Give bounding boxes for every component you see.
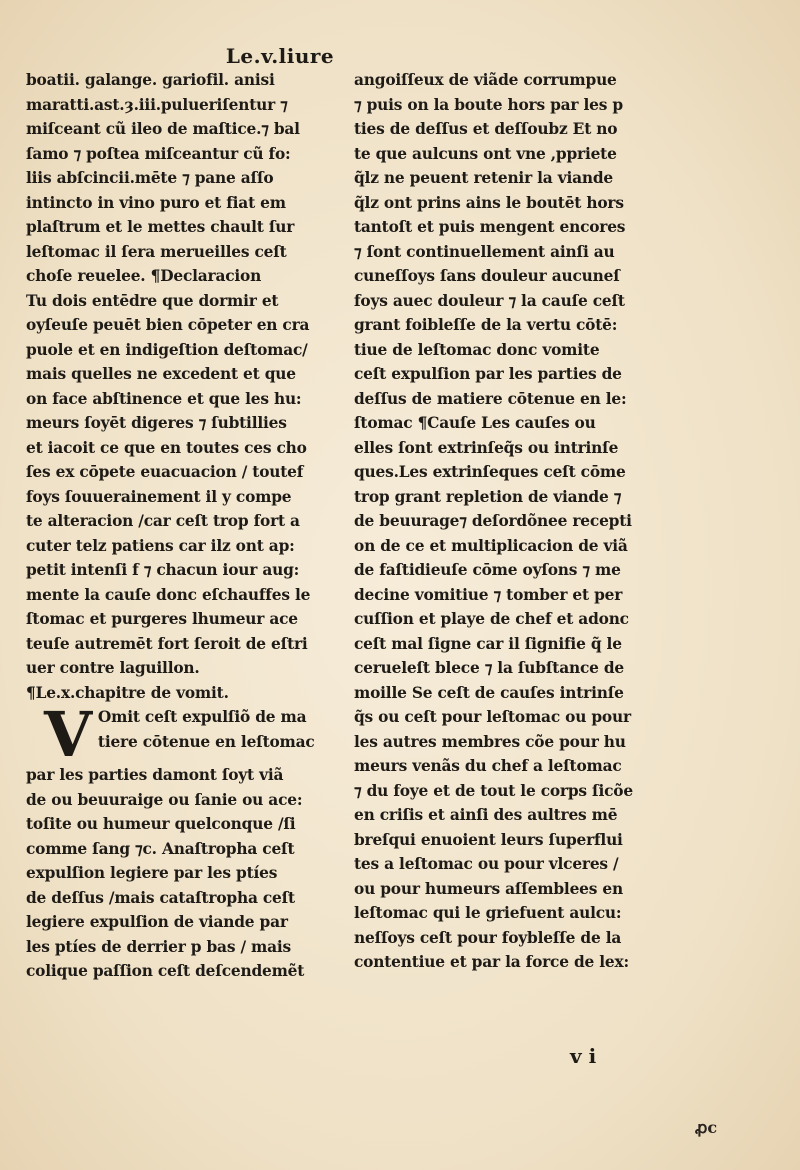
text-line: ques.Les extrinſeques ceſt cōme (354, 463, 626, 481)
text-line: ſtomac et purgeres lhumeur ace (26, 610, 298, 628)
text-line: foys auec douleur ⁊ la cauſe ceſt (354, 291, 625, 310)
text-line: ceſt mal ſigne car il ſignifie q̃ le (354, 634, 622, 653)
text-line: leſtomac qui le griefuent aulcu: (354, 904, 622, 922)
text-line: par les parties damont ſoyt viã (26, 766, 284, 784)
left-column (26, 68, 344, 984)
text-line: te alteracion /car ceſt trop fort a (26, 512, 300, 530)
text-line: ties de deſſus et deſſoubz Et no (354, 120, 618, 138)
text-line: de beuurage⁊ deſordõnee recepti (354, 512, 632, 530)
text-line: foys ſouuerainement il y compe (26, 487, 292, 506)
text-line: legiere expulſion de viande par (26, 913, 288, 931)
text-line: les autres membres cõe pour hu (354, 732, 626, 751)
text-line: te que aulcuns ont vne ,ppriete (354, 144, 617, 163)
text-line: choſe reuelee. ¶Declaracion (26, 267, 262, 285)
text-line: comme ſang ⁊c. Anaſtropha ceſt (26, 839, 295, 858)
text-line: et iacoit ce que en toutes ces cho (26, 438, 307, 457)
text-line: mente la cauſe donc eſchauffes le (26, 585, 311, 604)
text-line: liis abſcincii.mēte ⁊ pane aſſo (26, 169, 274, 187)
text-line: colique paſſion ceſt deſcendemẽt (26, 962, 305, 980)
right-column-text (354, 68, 672, 975)
text-line: maratti.ast.ȝ.iii.pulueriſentur ⁊ (26, 95, 288, 114)
text-line: ceſt expulſion par les parties de (354, 365, 622, 383)
text-line: tes a leſtomac ou pour vlceres / (354, 855, 619, 873)
text-line: expulſion legiere par les ptíes (26, 864, 278, 882)
text-line: cerueleſt blece ⁊ la ſubſtance de (354, 659, 625, 677)
text-line: ⁊ puis on la boute hors par les p (354, 95, 623, 114)
text-line: q̃s ou ceſt pour leſtomac ou pour (354, 708, 631, 726)
text-line: leſtomac il ſera merueilles ceſt (26, 242, 287, 261)
text-line: Tu dois entēdre que dormir et (26, 291, 279, 310)
text-line: ⁊ ſont continuellement ainſi au (354, 242, 615, 261)
text-line: moille Se ceſt de cauſes intrinſe (354, 683, 624, 702)
text-line: cuneſſoys ſans douleur aucuneſ (354, 267, 620, 285)
corner-mark: ꝓc (695, 1118, 718, 1137)
text-line: ſes ex cōpete euacuacion / toutef (26, 463, 304, 481)
text-line: angoiſſeux de viãde corrumpue (354, 71, 617, 89)
text-line: ſtomac ¶Cauſe Les cauſes ou (354, 414, 596, 432)
text-line: miſceant cũ ileo de maſtice.⁊ bal (26, 120, 300, 138)
left-column-bottom-text (26, 763, 344, 984)
text-line: tantoſt et puis mengent encores (354, 218, 626, 236)
text-line: cuſſion et playe de chef et adonc (354, 610, 629, 628)
text-line: meurs venãs du chef a leſtomac (354, 757, 622, 775)
chapter-opening (26, 698, 344, 771)
right-column (354, 68, 672, 975)
signature-mark: v i (570, 1044, 597, 1068)
text-line: teuſe autremēt fort ſeroit de eſtri (26, 634, 308, 653)
text-line: tiere cōtenue en leſtomac (97, 732, 315, 751)
text-line: puole et en indigeſtion deſtomac/ (26, 340, 308, 359)
text-line: ⁊ du foye et de tout le corps ſicõe (354, 781, 633, 800)
text-line: elles ſont extrinſeq̃s ou intrinſe (354, 438, 619, 457)
text-line: de deſſus /mais cataſtropha ceſt (26, 888, 295, 907)
text-line: contentiue et par la force de lex: (354, 953, 629, 971)
text-line: decine vomitiue ⁊ tomber et per (354, 585, 623, 604)
text-line: les ptíes de derrier p bas / mais (26, 937, 292, 956)
text-line: mais quelles ne excedent et que (26, 365, 296, 383)
drop-cap-initial: V (44, 698, 92, 771)
text-line: Omit ceſt expulſiõ de ma (97, 708, 307, 726)
text-line: neſſoys ceſt pour foybleſſe de la (354, 928, 622, 947)
text-line: on face abſtinence et que les hu: (26, 389, 302, 408)
text-line: uer contre laguillon. (26, 659, 200, 677)
text-line: petit intenſi f ⁊ chacun iour aug: (26, 561, 300, 579)
text-line: on de ce et multiplicacion de viã (354, 536, 628, 555)
running-head: Le.v.liure (225, 44, 335, 68)
text-line: meurs ſoyēt digeres ⁊ ſubtillies (26, 414, 287, 432)
text-line: boatii. galange. gariofil. anisi (26, 71, 275, 89)
text-line: ou pour humeurs aſſemblees en (354, 879, 623, 898)
text-line: q̃lz ne peuent retenir la viande (354, 169, 614, 187)
text-line: deſſus de matiere cōtenue en le: (354, 389, 627, 408)
text-line: ¶Le.x.chapitre de vomit. (26, 683, 229, 702)
text-line: toſite ou humeur quelconque /ſi (26, 815, 296, 833)
text-line: de ou beuuraige ou ſanie ou ace: (26, 790, 303, 809)
text-line: oyſeuſe peuēt bien cōpeter en cra (26, 316, 310, 334)
text-line: breſqui enuoient leurs ſuperflui (354, 830, 623, 849)
text-line: ſamo ⁊ poſtea miſceantur cũ fo: (26, 144, 291, 163)
text-line: plaſtrum et le mettes chault ſur (26, 218, 295, 236)
text-line: grant foibleſſe de la vertu cōtē: (354, 316, 618, 334)
text-line: intincto in vino puro et fiat em (26, 193, 286, 212)
text-line: q̃lz ont prins ains le boutēt hors (354, 193, 624, 212)
left-column-top-text (26, 68, 344, 705)
text-line: tiue de leſtomac donc vomite (354, 340, 600, 359)
text-line: trop grant repletion de viande ⁊ (354, 487, 622, 506)
text-line: de faſtidieuſe cōme oyſons ⁊ me (354, 561, 621, 579)
text-line: cuter telz patiens car ilz ont ap: (26, 536, 295, 555)
text-line: en criſis et ainſi des aultres mē (354, 806, 618, 824)
